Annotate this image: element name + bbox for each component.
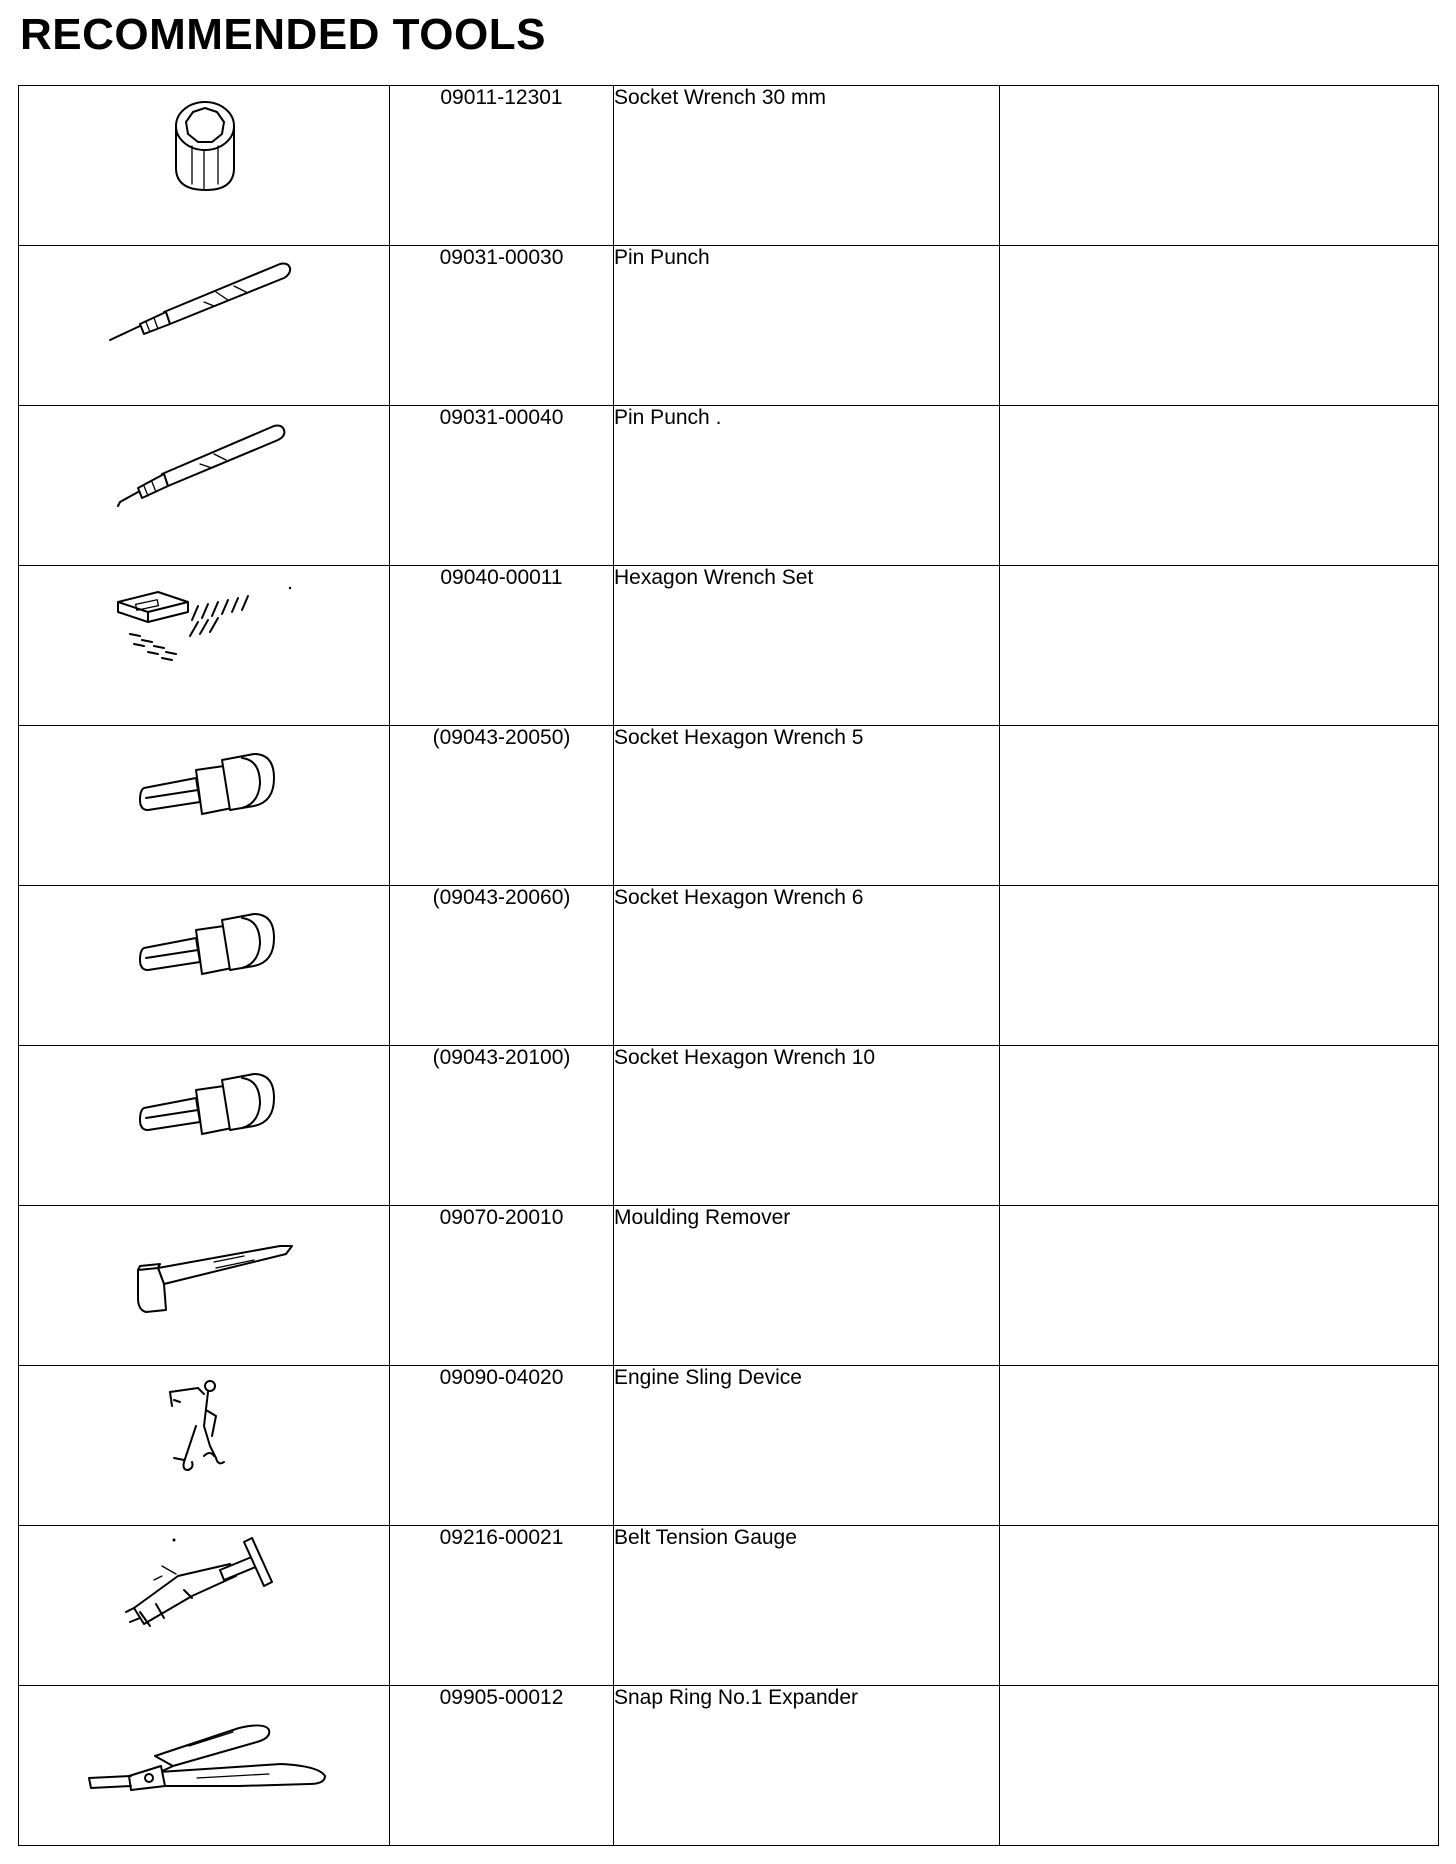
- pin-punch-icon: [104, 406, 304, 516]
- table-row: [19, 246, 1439, 406]
- table-row: [19, 86, 1439, 246]
- table-row: [19, 1526, 1439, 1686]
- table-row: [19, 566, 1439, 726]
- tool-image: [19, 1526, 390, 1686]
- table-row: [19, 1046, 1439, 1206]
- tool-image: [19, 726, 390, 886]
- tool-name: Engine Sling Device: [614, 1366, 1000, 1526]
- snap-ring-expander-icon: [69, 1686, 339, 1806]
- tool-image: [19, 1206, 390, 1366]
- part-number: 09011-12301: [390, 86, 614, 246]
- part-number: 09090-04020: [390, 1366, 614, 1526]
- tool-note: [1000, 246, 1439, 406]
- tool-name: Belt Tension Gauge: [614, 1526, 1000, 1686]
- part-number: (09043-20100): [390, 1046, 614, 1206]
- table-row: [19, 1686, 1439, 1846]
- tool-image: [19, 86, 390, 246]
- tool-name: Pin Punch .: [614, 406, 1000, 566]
- tool-note: [1000, 406, 1439, 566]
- table-row: [19, 886, 1439, 1046]
- belt-tension-gauge-icon: [104, 1526, 304, 1646]
- pin-punch-icon: [104, 246, 304, 356]
- tool-name: Socket Wrench 30 mm: [614, 86, 1000, 246]
- tool-name: Socket Hexagon Wrench 10: [614, 1046, 1000, 1206]
- table-row: [19, 1206, 1439, 1366]
- part-number: 09040-00011: [390, 566, 614, 726]
- tool-image: [19, 886, 390, 1046]
- table-row: [19, 406, 1439, 566]
- socket-hexagon-wrench-icon: [114, 726, 294, 836]
- tool-image: [19, 1046, 390, 1206]
- socket-wrench-icon: [124, 86, 284, 206]
- tool-name: Snap Ring No.1 Expander: [614, 1686, 1000, 1846]
- tool-image: [19, 246, 390, 406]
- tool-note: [1000, 1046, 1439, 1206]
- socket-hexagon-wrench-icon: [114, 886, 294, 996]
- tool-note: [1000, 726, 1439, 886]
- hexagon-wrench-set-icon: [94, 566, 314, 676]
- tool-name: Pin Punch: [614, 246, 1000, 406]
- tool-image: [19, 1366, 390, 1526]
- engine-sling-device-icon: [144, 1366, 264, 1486]
- tool-image: [19, 566, 390, 726]
- page-title: RECOMMENDED TOOLS: [20, 10, 546, 59]
- part-number: (09043-20050): [390, 726, 614, 886]
- socket-hexagon-wrench-icon: [114, 1046, 294, 1156]
- part-number: 09031-00030: [390, 246, 614, 406]
- tool-note: [1000, 1526, 1439, 1686]
- tool-image: [19, 406, 390, 566]
- tool-name: Moulding Remover: [614, 1206, 1000, 1366]
- tool-note: [1000, 886, 1439, 1046]
- table-row: [19, 726, 1439, 886]
- tools-table: [18, 85, 1439, 1846]
- part-number: 09216-00021: [390, 1526, 614, 1686]
- tool-image: [19, 1686, 390, 1846]
- tool-note: [1000, 566, 1439, 726]
- tool-note: [1000, 1686, 1439, 1846]
- tool-name: Hexagon Wrench Set: [614, 566, 1000, 726]
- tool-note: [1000, 1366, 1439, 1526]
- table-row: [19, 1366, 1439, 1526]
- tool-note: [1000, 1206, 1439, 1366]
- tool-name: Socket Hexagon Wrench 6: [614, 886, 1000, 1046]
- moulding-remover-icon: [104, 1206, 304, 1316]
- part-number: (09043-20060): [390, 886, 614, 1046]
- tool-name: Socket Hexagon Wrench 5: [614, 726, 1000, 886]
- part-number: 09031-00040: [390, 406, 614, 566]
- part-number: 09070-20010: [390, 1206, 614, 1366]
- part-number: 09905-00012: [390, 1686, 614, 1846]
- tool-note: [1000, 86, 1439, 246]
